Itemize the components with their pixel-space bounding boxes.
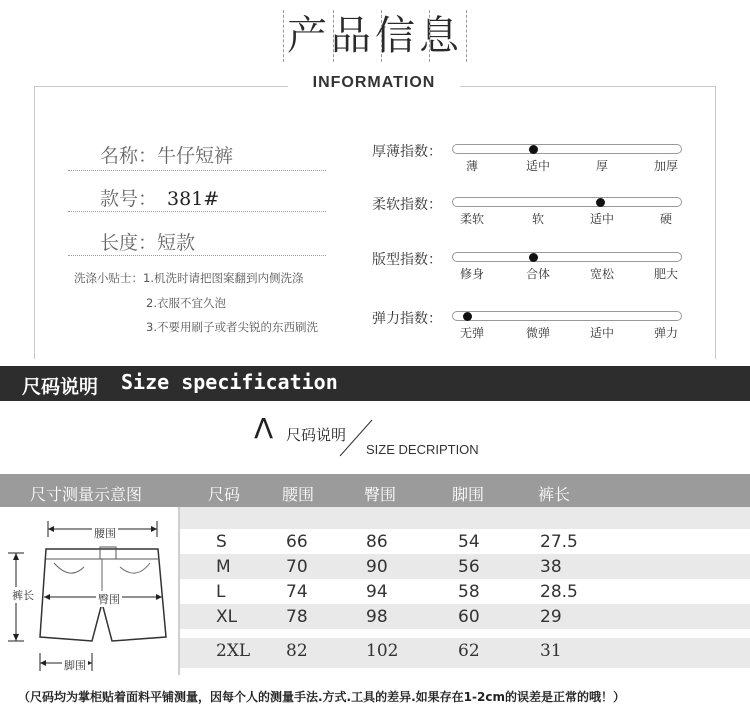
measurement-note: （尺码均为掌柜贴着面料平铺测量，因每个人的测量手法.方式.工具的差异.如果存在1-2cm的误差是正常的哦！） [18,690,625,704]
washing-tip-2: 2.衣服不宜久泡 [146,296,226,310]
scale-tick-label: 肥大 [653,267,678,281]
scale-tick-label: 微弹 [525,326,550,340]
diagram-hip-label: 臀围 [98,593,120,606]
size-spec-en: Size specification [121,370,338,394]
scale-tick-label: 适中 [589,326,614,340]
scale-tick-label: 厚 [595,159,608,173]
washing-tips-label: 洗涤小贴士： [74,271,143,285]
table-cell-size: XL [216,607,238,627]
scale-track [452,252,682,262]
scale-tick-label: 薄 [465,159,478,173]
table-cell: 31 [540,641,562,661]
table-cell: 86 [366,532,388,552]
table-cell: 82 [286,641,308,661]
table-cell: 78 [286,607,308,627]
scale-track [452,197,682,207]
table-cell: 74 [286,582,308,602]
table-cell-size: 2XL [216,641,251,661]
size-description-en: SIZE DECRIPTION [366,442,479,457]
header-hip: 臀围 [364,485,397,504]
scale-marker [529,253,538,262]
scale-marker [529,145,538,154]
table-cell: 70 [286,557,308,577]
header-leg: 脚围 [452,485,485,504]
size-description-cn: 尺码说明 [286,426,347,444]
table-cell: 28.5 [540,582,578,602]
table-cell: 27.5 [540,532,578,552]
scale-tick-label: 弹力 [653,326,678,340]
table-cell: 66 [286,532,308,552]
size-spec-cn: 尺码说明 [22,376,99,398]
name-label: 名称： [100,145,158,167]
length-divider [68,255,326,256]
washing-tips-line-1 [74,270,303,286]
scale-tick-label: 合体 [525,267,550,281]
header-length: 裤长 [538,485,571,504]
diagram-length-label: 裤长 [12,589,34,602]
header-diagram: 尺寸测量示意图 [30,485,143,504]
scale-tick-label: 加厚 [653,159,678,173]
model-value: 381# [167,188,220,210]
scale-label: 版型指数： [372,252,442,268]
page-title: 产品信息 [287,13,463,59]
scale-tick-label: 适中 [525,159,550,173]
scale-tick-label: 软 [531,212,544,226]
header-size: 尺码 [208,485,241,504]
table-cell: 102 [366,641,399,661]
table-cell: 29 [540,607,562,627]
model-label: 款号： [100,188,158,210]
table-cell: 58 [458,582,480,602]
header-waist: 腰围 [282,485,315,504]
scale-marker [596,198,605,207]
table-row-stripe [180,507,750,529]
table-cell-size: S [216,532,227,552]
length-field [100,228,195,255]
model-divider [68,211,326,212]
table-cell: 56 [458,557,480,577]
table-cell-size: M [216,557,231,577]
length-label: 长度： [100,232,158,254]
size-lambda-icon: Λ [254,412,274,445]
table-cell-size: L [216,582,226,602]
table-cell: 98 [366,607,388,627]
page-title-area [0,8,750,64]
table-cell: 38 [540,557,562,577]
information-label: INFORMATION [312,74,436,91]
size-spec-band [0,366,750,401]
table-cell: 62 [458,641,480,661]
table-cell: 54 [458,532,480,552]
table-cell: 94 [366,582,388,602]
name-divider [68,170,326,171]
scale-tick-label: 适中 [589,212,614,226]
table-cell: 60 [458,607,480,627]
table-cell: 90 [366,557,388,577]
scale-label: 弹力指数： [372,311,442,327]
scale-track [452,144,682,154]
model-field [100,184,219,211]
scale-tick-label: 无弹 [459,326,484,340]
scale-tick-label: 修身 [459,267,484,281]
diagram-leg-label: 脚围 [64,659,86,672]
name-field [100,141,233,168]
length-value: 短款 [157,232,196,254]
name-value: 牛仔短裤 [157,145,234,167]
scale-tick-label: 宽松 [589,267,614,281]
scale-marker [463,312,472,321]
page-title-box [283,8,467,64]
scale-label: 厚薄指数： [372,144,442,160]
measurement-diagram-panel [0,507,180,675]
scale-tick-label: 柔软 [459,212,484,226]
washing-tip-1: 1.机洗时请把图案翻到内侧洗涤 [143,271,304,285]
scale-tick-label: 硬 [659,212,672,226]
diagram-waist-label: 腰围 [94,527,116,540]
scale-track [452,311,682,321]
washing-tip-3: 3.不要用刷子或者尖锐的东西刷洗 [146,320,318,334]
scale-label: 柔软指数： [372,197,442,213]
